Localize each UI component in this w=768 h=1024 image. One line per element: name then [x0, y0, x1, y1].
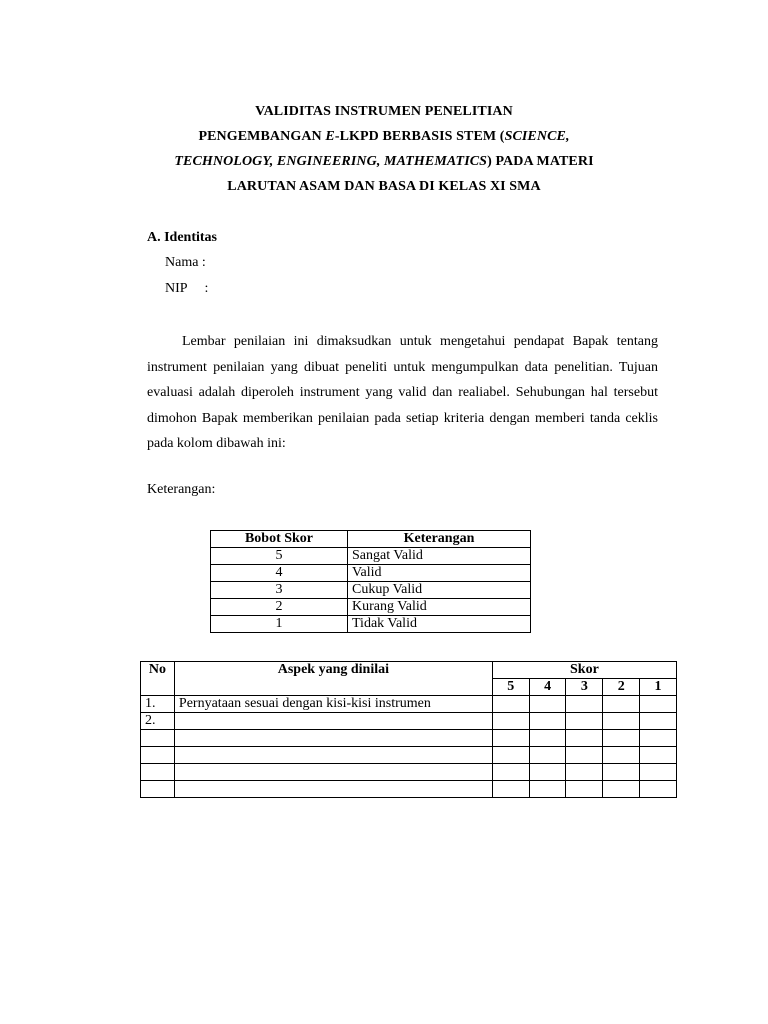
- skor-cell[interactable]: [566, 764, 603, 781]
- skor-cell[interactable]: [603, 730, 640, 747]
- header-skor-4: 4: [529, 679, 566, 696]
- skor-cell[interactable]: [640, 781, 677, 798]
- nama-field-label: Nama :: [165, 255, 206, 270]
- skor-cell[interactable]: [492, 730, 529, 747]
- skor-cell[interactable]: [566, 713, 603, 730]
- aspek-cell: Pernyataan sesuai dengan kisi-kisi instrumen: [174, 696, 492, 713]
- skor-cell[interactable]: [529, 730, 566, 747]
- bobot-cell: 5: [211, 548, 348, 565]
- aspek-cell: [174, 713, 492, 730]
- header-skor-2: 2: [603, 679, 640, 696]
- doc-title-line-1: VALIDITAS INSTRUMEN PENELITIAN: [255, 104, 513, 119]
- table-row: [211, 548, 531, 565]
- skor-cell[interactable]: [603, 713, 640, 730]
- header-skor: Skor: [492, 662, 676, 679]
- bobot-cell: 1: [211, 616, 348, 633]
- skor-cell[interactable]: [529, 713, 566, 730]
- doc-title-line-4: LARUTAN ASAM DAN BASA DI KELAS XI SMA: [227, 179, 541, 194]
- skor-cell[interactable]: [492, 781, 529, 798]
- no-cell: [141, 764, 175, 781]
- no-cell: 2.: [141, 713, 175, 730]
- skor-cell[interactable]: [640, 764, 677, 781]
- header-aspek: Aspek yang dinilai: [174, 662, 492, 696]
- table-row: [141, 713, 677, 730]
- header-skor-1: 1: [640, 679, 677, 696]
- aspek-penilaian-table: [140, 661, 677, 798]
- section-identitas-heading: A. Identitas: [147, 230, 218, 245]
- table-row: [211, 616, 531, 633]
- skor-cell[interactable]: [566, 696, 603, 713]
- table-row: [211, 565, 531, 582]
- no-cell: 1.: [141, 696, 175, 713]
- header-keterangan: Keterangan: [348, 531, 531, 548]
- skor-cell[interactable]: [640, 713, 677, 730]
- intro-paragraph: Lembar penilaian ini dimaksudkan untuk mengetahui pendapat Bapak tentang instrument penilaian yang dibuat peneliti untuk mengumpulkan data penelitian. Tujuan evaluasi adalah diperoleh instrument yang valid dan realiabel. Sehubungan hal tersebut dimohon Bapak memberikan penilaian pada setiap kriteria dengan memberi tanda ceklis pada kolom dibawah ini:: [147, 334, 658, 451]
- no-cell: [141, 747, 175, 764]
- keterangan-cell: Cukup Valid: [348, 582, 531, 599]
- aspek-cell: [174, 781, 492, 798]
- keterangan-cell: Valid: [348, 565, 531, 582]
- skor-cell[interactable]: [566, 730, 603, 747]
- header-skor-3: 3: [566, 679, 603, 696]
- keterangan-cell: Sangat Valid: [348, 548, 531, 565]
- skor-cell[interactable]: [492, 747, 529, 764]
- header-skor-5: 5: [492, 679, 529, 696]
- no-cell: [141, 730, 175, 747]
- header-no: No: [141, 662, 175, 696]
- skor-cell[interactable]: [640, 747, 677, 764]
- keterangan-label: Keterangan:: [147, 482, 216, 497]
- table-row: [211, 582, 531, 599]
- skor-cell[interactable]: [529, 781, 566, 798]
- skor-cell[interactable]: [603, 747, 640, 764]
- aspek-cell: [174, 764, 492, 781]
- skor-cell[interactable]: [492, 696, 529, 713]
- bobot-skor-table: [210, 530, 531, 633]
- table-row: [141, 696, 677, 713]
- doc-title-line-2: PENGEMBANGAN E-LKPD BERBASIS STEM (SCIENCE,: [198, 129, 570, 144]
- no-cell: [141, 781, 175, 798]
- aspek-cell: [174, 730, 492, 747]
- table-header-row: [211, 531, 531, 548]
- aspek-cell: [174, 747, 492, 764]
- skor-cell[interactable]: [566, 747, 603, 764]
- skor-cell[interactable]: [603, 781, 640, 798]
- skor-cell[interactable]: [640, 730, 677, 747]
- table-row: [141, 730, 677, 747]
- skor-cell[interactable]: [640, 696, 677, 713]
- keterangan-cell: Kurang Valid: [348, 599, 531, 616]
- nip-field-label: NIP :: [165, 281, 209, 296]
- bobot-cell: 2: [211, 599, 348, 616]
- bobot-cell: 4: [211, 565, 348, 582]
- keterangan-cell: Tidak Valid: [348, 616, 531, 633]
- table-row: [211, 599, 531, 616]
- skor-cell[interactable]: [566, 781, 603, 798]
- table-row: [141, 747, 677, 764]
- table-row: [141, 781, 677, 798]
- skor-cell[interactable]: [492, 713, 529, 730]
- skor-cell[interactable]: [529, 764, 566, 781]
- table-row: [141, 764, 677, 781]
- doc-title-line-3: TECHNOLOGY, ENGINEERING, MATHEMATICS) PADA MATERI: [174, 154, 594, 169]
- skor-cell[interactable]: [529, 696, 566, 713]
- bobot-cell: 3: [211, 582, 348, 599]
- skor-cell[interactable]: [603, 764, 640, 781]
- skor-cell[interactable]: [492, 764, 529, 781]
- skor-cell[interactable]: [603, 696, 640, 713]
- table-header-row: [141, 662, 677, 679]
- skor-cell[interactable]: [529, 747, 566, 764]
- header-bobot-skor: Bobot Skor: [211, 531, 348, 548]
